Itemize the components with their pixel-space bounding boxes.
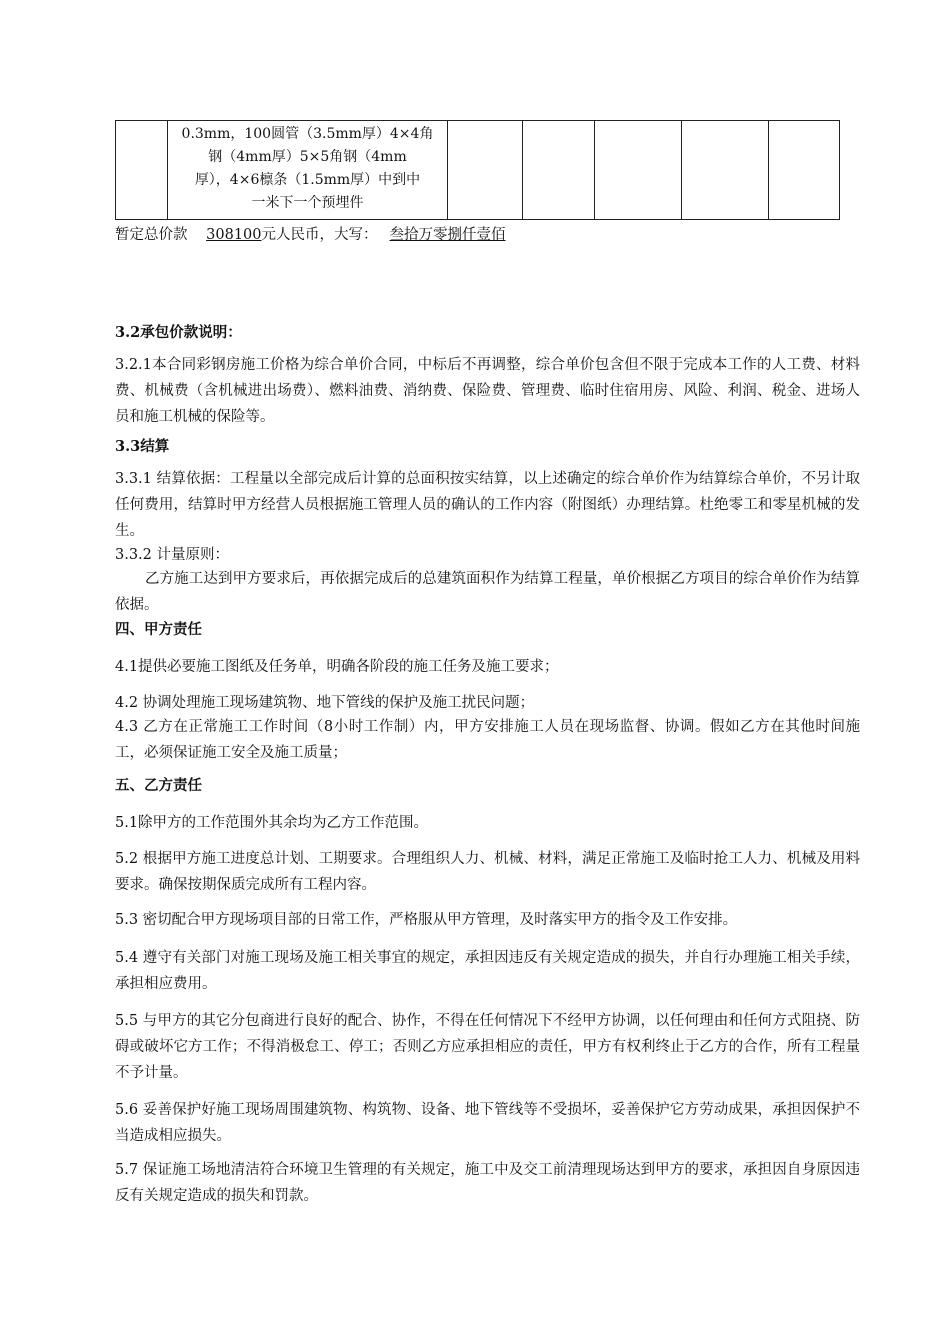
desc-line: 一米下一个预埋件 [251, 195, 364, 211]
section-title: 3.3结算 [115, 438, 170, 455]
desc-line: 厚），4×6檩条（1.5mm厚）中到中 [194, 172, 421, 188]
table-cell [769, 121, 840, 220]
paragraph: 5.6 妥善保护好施工现场周围建筑物、构筑物、设备、地下管线等不受损坏，妥善保护它方劳动成果，承担因保护不当造成相应损失。 [115, 1102, 860, 1144]
desc-line: 0.3mm，100圆管（3.5mm厚）4×4角 [181, 126, 434, 142]
section-title: 五、乙方责任 [115, 777, 202, 794]
paragraph: 乙方施工达到甲方要求后，再依据完成后的总建筑面积作为结算工程量，单价根据乙方项目的综合单价作为结算依据。 [115, 571, 860, 613]
paragraph: 5.2 根据甲方施工进度总计划、工期要求。合理组织人力、机械、材料，满足正常施工及临时抢工人力、机械及用料要求。确保按期保质完成所有工程内容。 [115, 851, 860, 893]
paragraph: 4.3 乙方在正常施工工作时间（8小时工作制）内，甲方安排施工人员在现场监督、协调。假如乙方在其他时间施工，必须保证施工安全及施工质量； [115, 719, 860, 761]
paragraph: 4.1提供必要施工图纸及任务单，明确各阶段的施工任务及施工要求； [115, 659, 559, 675]
table-row [116, 121, 840, 220]
total-amount-words: 叁拾万零捌仟壹佰 [389, 227, 506, 243]
paragraph: 3.2.1本合同彩钢房施工价格为综合单价合同，中标后不再调整，综合单价包含但不限于完成本工作的人工费、材料费、机械费（含机械进出场费）、燃料油费、消纳费、保险费、管理费、临时住宿用房、风险、利润、税金、进场人员和施工机械的保险等。 [115, 357, 860, 425]
paragraph: 5.5 与甲方的其它分包商进行良好的配合、协作，不得在任何情况下不经甲方协调，以任何理由和任何方式阻挠、防碍或破坏它方工作；不得消极怠工、停工；否则乙方应承担相应的责任，甲方有权利终止于乙方的合作，所有工程量不予计量。 [115, 1013, 860, 1081]
paragraph: 5.4 遵守有关部门对施工现场及施工相关事宜的规定，承担因违反有关规定造成的损失，并自行办理施工相关手续，承担相应费用。 [115, 950, 860, 992]
paragraph: 5.1除甲方的工作范围外其余均为乙方工作范围。 [115, 815, 429, 831]
table-cell [448, 121, 523, 220]
table-cell [595, 121, 682, 220]
section-title: 3.2承包价款说明： [115, 324, 242, 341]
table-cell [116, 121, 168, 220]
paragraph-title: 3.3.2 计量原则： [115, 547, 230, 563]
table-cell [523, 121, 595, 220]
cost-table [115, 120, 840, 220]
desc-line: 钢（4mm厚）5×5角钢（4mm [208, 149, 407, 165]
table-cell [682, 121, 769, 220]
paragraph: 4.2 协调处理施工现场建筑物、地下管线的保护及施工扰民问题； [115, 695, 535, 711]
total-price-line: 暂定总价款 308100元人民币，大写： 叁拾万零捌仟壹佰 [115, 222, 860, 248]
section-title: 四、甲方责任 [115, 621, 202, 638]
paragraph: 3.3.1 结算依据：工程量以全部完成后计算的总面积按实结算，以上述确定的综合单价作为结算综合单价，不另计取任何费用，结算时甲方经营人员根据施工管理人员的确认的工作内容（附图纸）办理结算。杜绝零工和零星机械的发生。 [115, 471, 860, 539]
table-cell-description [168, 121, 448, 220]
total-amount: 308100 [206, 227, 262, 243]
paragraph: 5.3 密切配合甲方现场项目部的日常工作，严格服从甲方管理，及时落实甲方的指令及工作安排。 [115, 912, 738, 928]
paragraph: 5.7 保证施工场地清洁符合环境卫生管理的有关规定，施工中及交工前清理现场达到甲方的要求，承担因自身原因违反有关规定造成的损失和罚款。 [115, 1162, 860, 1204]
